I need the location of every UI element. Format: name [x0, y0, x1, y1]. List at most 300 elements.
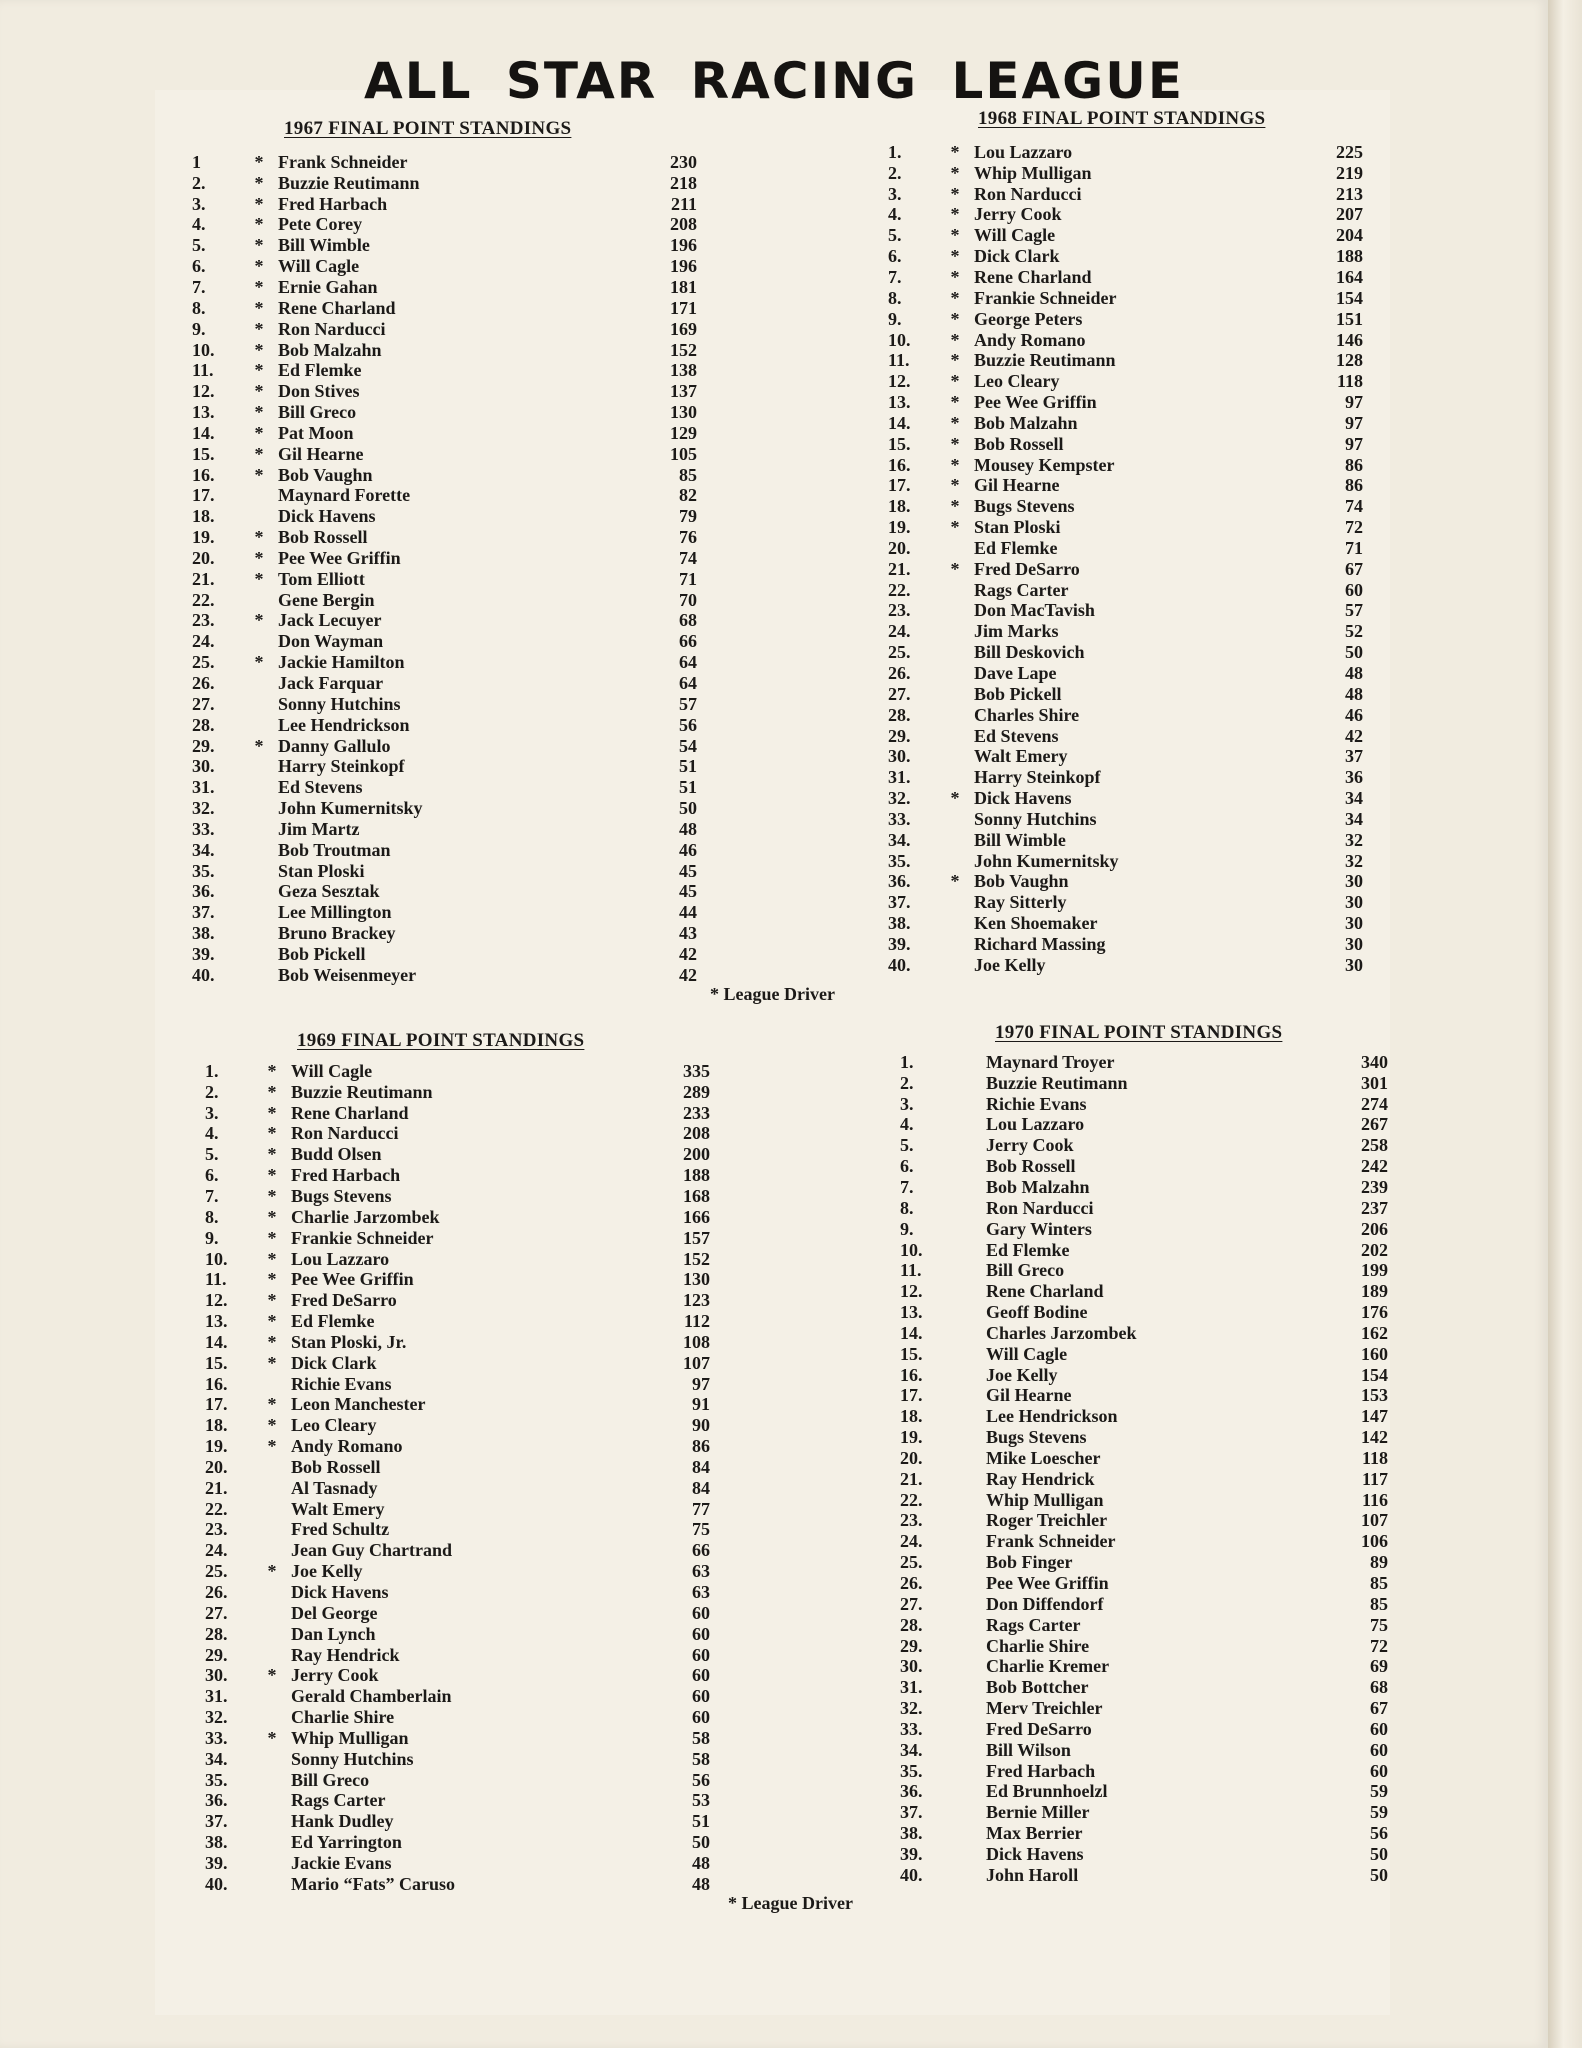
driver-name: Richard Massing	[974, 933, 1106, 954]
rank-number: 28.	[192, 714, 215, 735]
standings-row	[205, 1144, 710, 1165]
driver-name: Pete Corey	[278, 214, 363, 235]
standings-row	[888, 163, 1363, 184]
rank-number: 36.	[192, 881, 215, 902]
rank-number: 1	[192, 151, 201, 172]
points-value: 176	[1361, 1302, 1388, 1323]
driver-name: Buzzie Reutimann	[278, 172, 420, 193]
rank-number: 39.	[192, 943, 215, 964]
standings-row	[900, 1615, 1388, 1636]
points-value: 137	[670, 381, 697, 402]
points-value: 90	[692, 1415, 710, 1436]
points-value: 71	[679, 568, 697, 589]
rank-number: 23.	[205, 1519, 228, 1540]
rank-number: 9.	[900, 1218, 914, 1239]
standings-row	[192, 798, 697, 819]
points-value: 130	[670, 402, 697, 423]
driver-name: Dick Havens	[291, 1582, 389, 1603]
rank-number: 25.	[888, 642, 911, 663]
driver-name: Gary Winters	[986, 1218, 1092, 1239]
rank-number: 7.	[888, 266, 902, 287]
rank-number: 14.	[900, 1322, 923, 1343]
driver-name: Al Tasnady	[291, 1477, 378, 1498]
rank-number: 10.	[888, 329, 911, 350]
standings-row	[192, 736, 697, 757]
league-driver-note: * League Driver	[710, 984, 835, 1004]
rank-number: 29.	[205, 1644, 228, 1665]
points-value: 169	[670, 318, 697, 339]
rank-number: 35.	[888, 850, 911, 871]
standings-row	[192, 861, 697, 882]
driver-name: Harry Steinkopf	[278, 756, 405, 777]
league-driver-marker: *	[950, 308, 960, 329]
points-value: 106	[1361, 1531, 1388, 1552]
points-value: 85	[679, 464, 697, 485]
points-value: 84	[692, 1477, 710, 1498]
league-driver-marker: *	[254, 527, 264, 548]
driver-name: George Peters	[974, 308, 1083, 329]
standings-row	[900, 1386, 1388, 1407]
points-value: 154	[1336, 287, 1363, 308]
points-value: 199	[1361, 1260, 1388, 1281]
driver-name: Geoff Bodine	[986, 1302, 1088, 1323]
standings-row	[888, 788, 1363, 809]
rank-number: 8.	[192, 297, 206, 318]
rank-number: 2.	[192, 172, 206, 193]
rank-number: 37.	[900, 1802, 923, 1823]
rank-number: 8.	[205, 1206, 219, 1227]
standings-row	[900, 1260, 1388, 1281]
league-driver-marker: *	[254, 422, 264, 443]
rank-number: 39.	[900, 1843, 923, 1864]
standings-row	[900, 1240, 1388, 1261]
driver-name: John Kumernitsky	[974, 850, 1119, 871]
standings-row	[900, 1198, 1388, 1219]
points-value: 76	[679, 527, 697, 548]
standings-list	[192, 152, 697, 986]
rank-number: 40.	[888, 954, 911, 975]
driver-name: Joe Kelly	[986, 1364, 1058, 1385]
driver-name: Ken Shoemaker	[974, 913, 1098, 934]
points-value: 239	[1361, 1176, 1388, 1197]
rank-number: 20.	[205, 1456, 228, 1477]
rank-number: 12.	[205, 1290, 228, 1311]
standings-row	[205, 1665, 710, 1686]
rank-number: 30.	[192, 756, 215, 777]
driver-name: Ed Flemke	[974, 537, 1058, 558]
points-value: 218	[670, 172, 697, 193]
driver-name: Ed Flemke	[986, 1239, 1070, 1260]
standings-row	[192, 360, 697, 381]
standings-row	[192, 340, 697, 361]
league-driver-marker: *	[267, 1060, 277, 1081]
standings-row	[900, 1135, 1388, 1156]
driver-name: Fred Harbach	[278, 193, 388, 214]
standings-row	[900, 1344, 1388, 1365]
rank-number: 22.	[192, 589, 215, 610]
rank-number: 31.	[192, 777, 215, 798]
driver-name: Don Wayman	[278, 631, 384, 652]
points-value: 79	[679, 506, 697, 527]
driver-name: Lee Hendrickson	[278, 714, 410, 735]
standings-row	[205, 1728, 710, 1749]
standings-row	[192, 694, 697, 715]
driver-name: Mike Loescher	[986, 1447, 1101, 1468]
driver-name: Bob Weisenmeyer	[278, 964, 417, 985]
rank-number: 33.	[192, 818, 215, 839]
points-value: 208	[683, 1123, 710, 1144]
points-value: 58	[692, 1727, 710, 1748]
standings-row	[192, 506, 697, 527]
league-driver-marker: *	[267, 1206, 277, 1227]
league-driver-marker: *	[267, 1331, 277, 1352]
driver-name: Frankie Schneider	[974, 287, 1117, 308]
section-heading: 1967 FINAL POINT STANDINGS	[284, 118, 572, 139]
driver-name: Bernie Miller	[986, 1802, 1090, 1823]
league-driver-marker: *	[254, 402, 264, 423]
driver-name: Stan Ploski, Jr.	[291, 1331, 407, 1352]
driver-name: Ron Narducci	[974, 183, 1082, 204]
rank-number: 1.	[900, 1051, 914, 1072]
rank-number: 29.	[900, 1635, 923, 1656]
rank-number: 10.	[205, 1248, 228, 1269]
rank-number: 15.	[888, 433, 911, 454]
driver-name: John Kumernitsky	[278, 798, 423, 819]
rank-number: 35.	[900, 1760, 923, 1781]
page-fold-edge	[1548, 0, 1582, 2048]
standings-row	[205, 1061, 710, 1082]
points-value: 43	[679, 923, 697, 944]
driver-name: Bob Malzahn	[278, 339, 382, 360]
points-value: 30	[1345, 933, 1363, 954]
standings-row	[888, 684, 1363, 705]
standings-row	[900, 1406, 1388, 1427]
standings-row	[192, 819, 697, 840]
points-value: 69	[1370, 1656, 1388, 1677]
points-value: 207	[1336, 204, 1363, 225]
points-value: 67	[1345, 558, 1363, 579]
rank-number: 26.	[205, 1582, 228, 1603]
standings-row	[900, 1865, 1388, 1886]
points-value: 64	[679, 652, 697, 673]
driver-name: Bugs Stevens	[986, 1427, 1087, 1448]
standings-row	[888, 559, 1363, 580]
points-value: 154	[1361, 1364, 1388, 1385]
standings-row	[888, 642, 1363, 663]
driver-name: Jean Guy Chartrand	[291, 1540, 453, 1561]
points-value: 274	[1361, 1093, 1388, 1114]
points-value: 89	[1370, 1552, 1388, 1573]
driver-name: Harry Steinkopf	[974, 767, 1101, 788]
driver-name: Bill Wilson	[986, 1739, 1071, 1760]
driver-name: Rags Carter	[986, 1614, 1081, 1635]
league-driver-marker: *	[950, 475, 960, 496]
standings-row	[888, 580, 1363, 601]
standings-row	[192, 965, 697, 986]
driver-name: Bill Greco	[291, 1769, 370, 1790]
standings-row	[900, 1844, 1388, 1865]
rank-number: 38.	[888, 913, 911, 934]
rank-number: 40.	[900, 1864, 923, 1885]
rank-number: 3.	[888, 183, 902, 204]
standings-row	[900, 1365, 1388, 1386]
points-value: 58	[692, 1748, 710, 1769]
points-value: 75	[1370, 1614, 1388, 1635]
standings-row	[192, 715, 697, 736]
points-value: 107	[683, 1352, 710, 1373]
rank-number: 36.	[888, 871, 911, 892]
rank-number: 32.	[888, 788, 911, 809]
league-driver-marker: *	[254, 151, 264, 172]
points-value: 56	[679, 714, 697, 735]
rank-number: 23.	[900, 1510, 923, 1531]
standings-row	[192, 319, 697, 340]
league-driver-marker: *	[950, 246, 960, 267]
driver-name: Jack Lecuyer	[278, 610, 382, 631]
standings-row	[888, 726, 1363, 747]
rank-number: 34.	[192, 839, 215, 860]
rank-number: 32.	[900, 1698, 923, 1719]
rank-number: 21.	[192, 568, 215, 589]
driver-name: Merv Treichler	[986, 1698, 1103, 1719]
rank-number: 19.	[192, 527, 215, 548]
points-value: 188	[683, 1165, 710, 1186]
rank-number: 27.	[888, 683, 911, 704]
driver-name: Bill Greco	[278, 402, 357, 423]
rank-number: 28.	[888, 704, 911, 725]
rank-number: 24.	[900, 1531, 923, 1552]
points-value: 85	[1370, 1593, 1388, 1614]
points-value: 45	[679, 860, 697, 881]
driver-name: Lou Lazzaro	[291, 1248, 390, 1269]
points-value: 63	[692, 1582, 710, 1603]
standings-row	[205, 1165, 710, 1186]
league-driver-marker: *	[950, 162, 960, 183]
driver-name: Frank Schneider	[986, 1531, 1116, 1552]
points-value: 51	[679, 756, 697, 777]
driver-name: Rags Carter	[974, 579, 1069, 600]
points-value: 71	[1345, 537, 1363, 558]
standings-list	[205, 1061, 710, 1895]
standings-row	[192, 569, 697, 590]
points-value: 116	[1361, 1489, 1388, 1510]
standings-row	[900, 1490, 1388, 1511]
standings-row	[900, 1511, 1388, 1532]
points-value: 162	[1361, 1322, 1388, 1343]
points-value: 51	[692, 1811, 710, 1832]
standings-row	[888, 955, 1363, 976]
league-driver-marker: *	[254, 297, 264, 318]
league-driver-marker: *	[254, 381, 264, 402]
points-value: 289	[683, 1081, 710, 1102]
driver-name: Joe Kelly	[974, 954, 1046, 975]
league-driver-marker: *	[267, 1269, 277, 1290]
rank-number: 15.	[900, 1343, 923, 1364]
driver-name: Jackie Evans	[291, 1852, 392, 1873]
driver-name: Will Cagle	[986, 1343, 1068, 1364]
driver-name: Fred DeSarro	[974, 558, 1080, 579]
points-value: 335	[683, 1060, 710, 1081]
driver-name: Stan Ploski	[974, 517, 1061, 538]
league-driver-marker: *	[950, 183, 960, 204]
standings-row	[192, 756, 697, 777]
standings-row	[888, 371, 1363, 392]
rank-number: 6.	[888, 246, 902, 267]
driver-name: Fred Harbach	[986, 1760, 1096, 1781]
rank-number: 12.	[900, 1281, 923, 1302]
rank-number: 21.	[900, 1468, 923, 1489]
points-value: 200	[683, 1144, 710, 1165]
standings-row	[205, 1582, 710, 1603]
league-driver-marker: *	[254, 652, 264, 673]
points-value: 204	[1336, 225, 1363, 246]
driver-name: Jerry Cook	[974, 204, 1062, 225]
driver-name: Will Cagle	[291, 1060, 373, 1081]
driver-name: Dick Clark	[291, 1352, 377, 1373]
league-driver-marker: *	[254, 172, 264, 193]
points-value: 153	[1361, 1385, 1388, 1406]
rank-number: 9.	[192, 318, 206, 339]
driver-name: Leo Cleary	[974, 371, 1060, 392]
league-driver-marker: *	[950, 204, 960, 225]
standings-row	[205, 1374, 710, 1395]
league-driver-marker: *	[950, 558, 960, 579]
points-value: 46	[679, 839, 697, 860]
league-driver-marker: *	[254, 547, 264, 568]
driver-name: Pee Wee Griffin	[291, 1269, 414, 1290]
driver-name: Ray Sitterly	[974, 892, 1067, 913]
standings-row	[900, 1177, 1388, 1198]
standings-row	[192, 423, 697, 444]
rank-number: 31.	[888, 767, 911, 788]
rank-number: 39.	[888, 933, 911, 954]
rank-number: 9.	[888, 308, 902, 329]
points-value: 68	[1370, 1677, 1388, 1698]
driver-name: Bruno Brackey	[278, 923, 396, 944]
standings-row	[888, 184, 1363, 205]
standings-row	[900, 1302, 1388, 1323]
rank-number: 11.	[205, 1269, 227, 1290]
standings-row	[888, 434, 1363, 455]
league-driver-marker: *	[950, 350, 960, 371]
driver-name: Charlie Kremer	[986, 1656, 1110, 1677]
rank-number: 15.	[192, 443, 215, 464]
driver-name: Fred DeSarro	[291, 1290, 397, 1311]
standings-row	[192, 923, 697, 944]
standings-row	[192, 402, 697, 423]
driver-name: Whip Mulligan	[291, 1727, 409, 1748]
standings-row	[192, 215, 697, 236]
points-value: 50	[1345, 642, 1363, 663]
driver-name: Bob Vaughn	[278, 464, 373, 485]
standings-row	[205, 1249, 710, 1270]
points-value: 50	[679, 798, 697, 819]
points-value: 72	[1345, 517, 1363, 538]
rank-number: 36.	[900, 1781, 923, 1802]
league-driver-marker: *	[267, 1394, 277, 1415]
standings-row	[888, 517, 1363, 538]
standings-row	[205, 1228, 710, 1249]
points-value: 213	[1336, 183, 1363, 204]
driver-name: Lee Millington	[278, 902, 392, 923]
standings-row	[900, 1698, 1388, 1719]
standings-row	[205, 1707, 710, 1728]
standings-row	[888, 913, 1363, 934]
rank-number: 10.	[192, 339, 215, 360]
standings-row	[888, 392, 1363, 413]
standings-row	[888, 851, 1363, 872]
points-value: 86	[692, 1436, 710, 1457]
rank-number: 13.	[900, 1302, 923, 1323]
rank-number: 11.	[900, 1260, 922, 1281]
league-driver-marker: *	[267, 1290, 277, 1311]
rank-number: 19.	[205, 1436, 228, 1457]
section-heading: 1969 FINAL POINT STANDINGS	[297, 1030, 585, 1051]
points-value: 45	[679, 881, 697, 902]
points-value: 34	[1345, 788, 1363, 809]
driver-name: Ron Narducci	[278, 318, 386, 339]
rank-number: 32.	[205, 1707, 228, 1728]
points-value: 85	[1370, 1573, 1388, 1594]
standings-row	[900, 1427, 1388, 1448]
league-driver-marker: *	[254, 339, 264, 360]
rank-number: 40.	[192, 964, 215, 985]
rank-number: 17.	[888, 475, 911, 496]
rank-number: 25.	[192, 652, 215, 673]
points-value: 107	[1361, 1510, 1388, 1531]
driver-name: Gerald Chamberlain	[291, 1686, 452, 1707]
standings-row	[205, 1770, 710, 1791]
standings-row	[192, 194, 697, 215]
points-value: 138	[670, 360, 697, 381]
rank-number: 16.	[888, 454, 911, 475]
standings-row	[192, 590, 697, 611]
points-value: 112	[683, 1311, 710, 1332]
league-driver-marker: *	[267, 1727, 277, 1748]
points-value: 225	[1336, 141, 1363, 162]
rank-number: 12.	[192, 381, 215, 402]
points-value: 152	[670, 339, 697, 360]
league-driver-marker: *	[950, 454, 960, 475]
driver-name: Bob Pickell	[974, 683, 1062, 704]
points-value: 164	[1336, 266, 1363, 287]
standings-row	[888, 767, 1363, 788]
standings-row	[192, 944, 697, 965]
points-value: 105	[670, 443, 697, 464]
points-value: 56	[1370, 1823, 1388, 1844]
league-driver-marker: *	[950, 871, 960, 892]
league-driver-marker: *	[254, 214, 264, 235]
points-value: 166	[683, 1206, 710, 1227]
driver-name: Rags Carter	[291, 1790, 386, 1811]
standings-row	[888, 288, 1363, 309]
rank-number: 30.	[900, 1656, 923, 1677]
points-value: 108	[683, 1331, 710, 1352]
standings-row	[888, 309, 1363, 330]
standings-row	[205, 1499, 710, 1520]
driver-name: Joe Kelly	[291, 1561, 363, 1582]
points-value: 97	[1345, 392, 1363, 413]
driver-name: Gil Hearne	[986, 1385, 1072, 1406]
league-driver-marker: *	[267, 1144, 277, 1165]
rank-number: 29.	[888, 725, 911, 746]
rank-number: 18.	[205, 1415, 228, 1436]
league-driver-marker: *	[267, 1352, 277, 1373]
points-value: 50	[1370, 1843, 1388, 1864]
points-value: 72	[1370, 1635, 1388, 1656]
league-driver-marker: *	[950, 496, 960, 517]
points-value: 157	[683, 1227, 710, 1248]
